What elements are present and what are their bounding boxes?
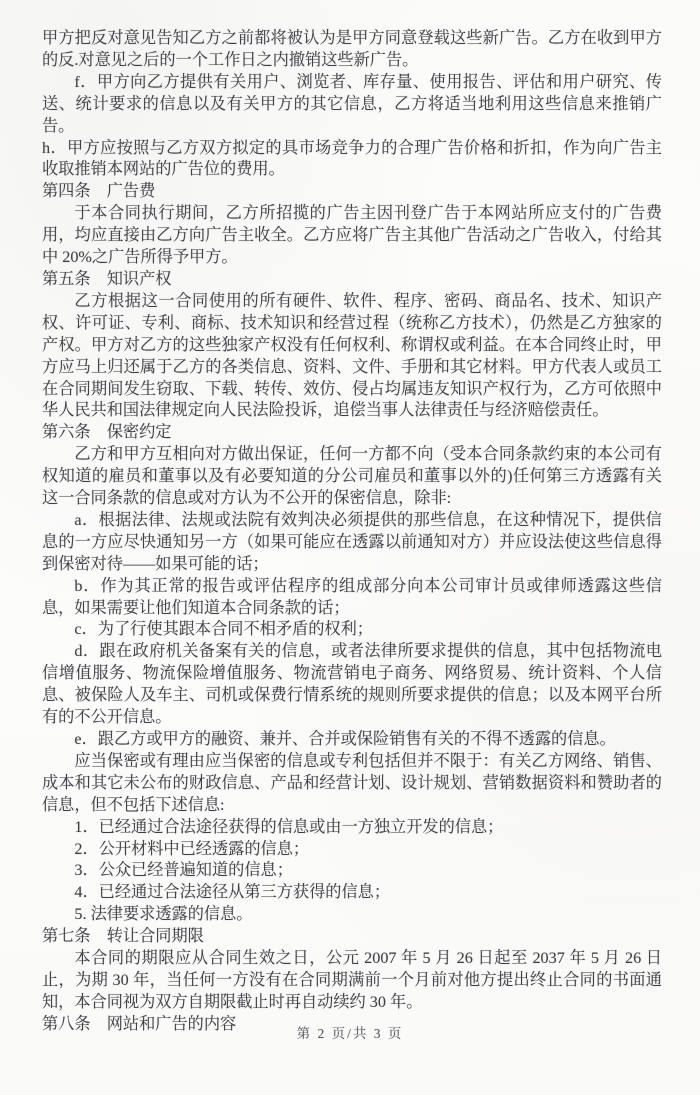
list-item: 3．公众已经普遍知道的信息； [74,861,293,880]
list-item: 2．公开材料中已经透露的信息； [74,839,310,858]
list-item: 1．已经通过合法途径获得的信息或由一方独立开发的信息； [74,817,504,836]
paragraph: 应当保密或有理由应当保密的信息或专利包括但并不限于：有关乙方网络、销售、成本和其它未公布的财政信息、产品和经营计划、设计规划、营销数据资料和赞助者的信息，但不包括下述信息: [42,751,662,814]
paragraph: a．根据法律、法规或法院有效判决必须提供的那些信息，在这种情况下，提供信息的一方应尽快通知另一方（如果可能应在透露以前通知对方）并应设法使这些信息得到保密对待——如果可能的话； [42,510,662,573]
section-heading: 第五条 知识产权 [42,269,172,288]
paragraph: 乙方根据这一合同使用的所有硬件、软件、程序、密码、商品名、技术、知识产权、许可证、专利、商标、技术知识和经营过程（统称乙方技术），仍然是乙方独家的产权。甲方对乙方的这些独家产权没有任何权利、称谓权或利益。在本合同终止时，甲方应马上归还属于乙方的各类信息、资料、文件、手册和其它材料。甲方代表人或员工在合同期间发生窃取、下载、转传、效仿、侵占均属违友知识产权行为，乙方可依照中华人民共和国法律规定向人民法险投诉，追偿当事人法律责任与经济赔偿责任。 [42,291,662,420]
paragraph: 甲方把反对意见告知乙方之前都将被认为是甲方同意登载这些新广告。乙方在收到甲方的反.对意见之后的一个工作日之内撤销这些新广告。 [42,29,662,69]
paragraph: b．作为其正常的报告或评估程序的组成部分向本公司审计员或律师透露这些信息，如果需要让他们知道本合同条款的话； [42,576,662,617]
page-number-footer: 第 2 页/共 3 页 [296,1026,404,1041]
document-body [42,28,662,1036]
list-item: 5. 法律要求透露的信息。 [74,905,253,924]
paragraph: d．跟在政府机关备案有关的信息，或者法律所要求提供的信息，其中包括物流电信增值服务、物流保险增值服务、物流营销电子商务、网络贸易、统计资料、个人信息、被保险人及车主、司机或保费行情系统的规则所要求提供的信息；以及本网平台所有的不公开信息。 [42,642,662,727]
list-item: 4．已经通过合法途径从第三方获得的信息； [74,883,391,902]
paragraph: h．甲方应按照与乙方双方拟定的具市场竞争力的合理广告价格和折扣，作为向广告主收取推销本网站的广告位的费用。 [42,138,662,179]
section-heading: 第四条 广告费 [42,182,156,201]
paragraph: c．为了行使其跟本合同不相矛盾的权利； [74,620,373,639]
paragraph: 于本合同执行期间，乙方所招揽的广告主因刊登广告于本网站所应支付的广告费用，均应直接由乙方向广告主收全。乙方应将广告主其他广告活动之广告收入，付给其中 20%之广告所得予甲方。 [42,204,662,267]
paragraph: 乙方和甲方互相向对方做出保证，任何一方都不向（受本合同条款约束的本公司有权知道的雇员和董事以及有必要知道的分公司雇员和董事以外的)任何第三方透露有关这一合同条款的信息或对方认为不公开的保密信息，除非: [42,445,662,508]
paragraph: 本合同的期限应从合同生效之日，公元 2007 年 5 月 26 日起至 2037 年 5 月 26 日止，为期 30 年，当任何一方没有在合同期满前一个月前对他方提出终止合同的书面通知，本合同视为双方自期限截止时再自动续约 30 年。 [42,949,662,1011]
section-heading: 第六条 保密约定 [42,423,172,442]
paragraph: f．甲方向乙方提供有关用户、浏览者、库存量、使用报告、评估和用户研究、传送、统计要求的信息以及有关甲方的其它信息，乙方将适当地利用这些信息来推销广告。 [42,72,662,135]
section-heading: 第七条 转让合同期限 [42,927,204,946]
section-heading: 第八条 网站和广告的内容 [42,1014,237,1033]
paragraph: e．跟乙方或甲方的融资、兼并、合并或保险销售有关的不得不透露的信息。 [74,730,616,748]
